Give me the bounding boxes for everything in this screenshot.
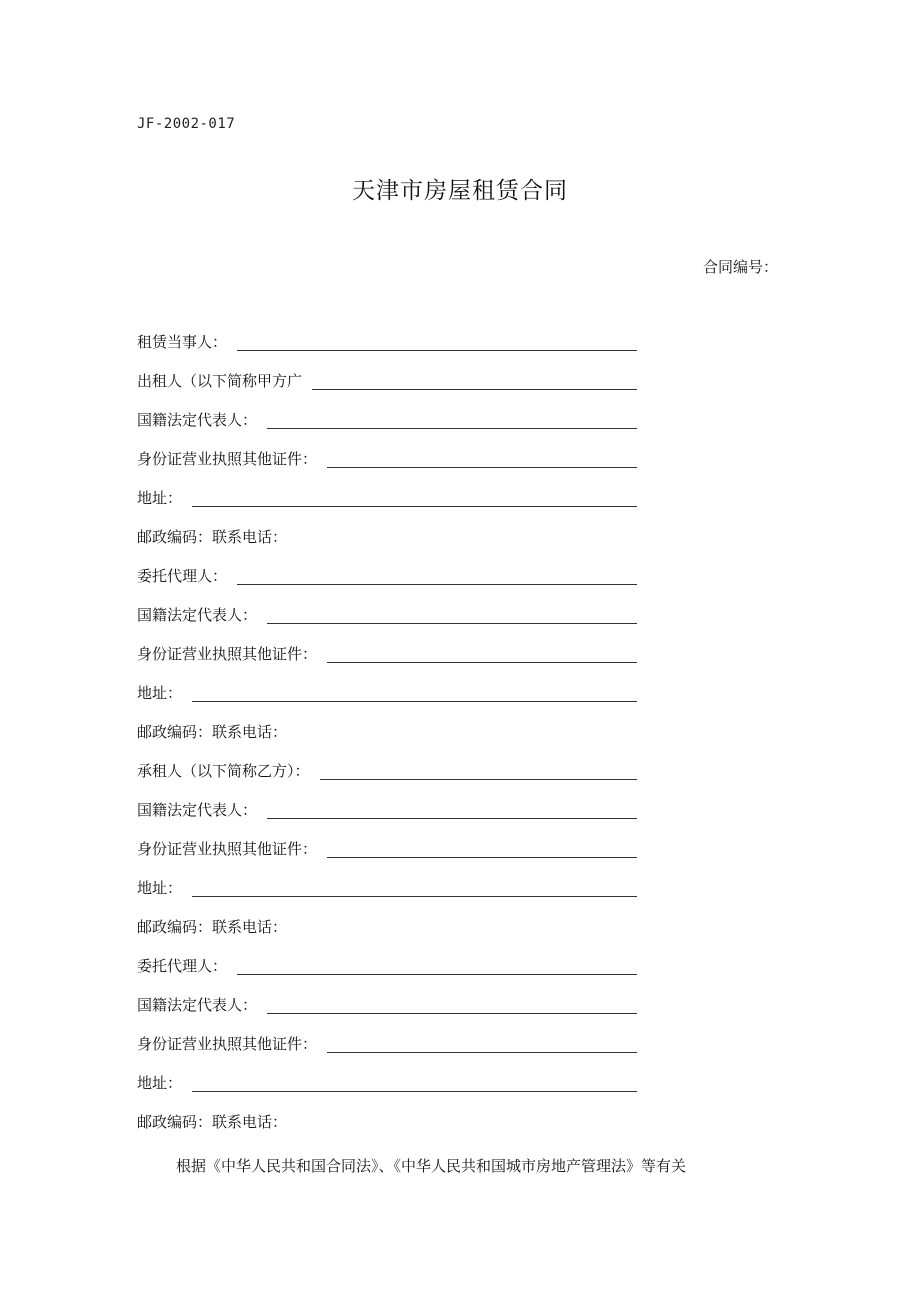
form-field-label: 身份证营业执照其他证件： bbox=[137, 840, 318, 858]
form-field-blank-line[interactable] bbox=[320, 778, 637, 780]
form-field-label: 邮政编码：联系电话： bbox=[137, 528, 288, 546]
form-field-row bbox=[137, 474, 637, 513]
form-field-row bbox=[137, 435, 637, 474]
form-field-blank-line[interactable] bbox=[192, 700, 637, 702]
party-fields bbox=[137, 318, 637, 1137]
form-field-row bbox=[137, 747, 637, 786]
form-field-label: 出租人（以下简称甲方广 bbox=[137, 372, 303, 390]
form-field-label: 地址： bbox=[137, 684, 183, 702]
form-field-label: 邮政编码：联系电话： bbox=[137, 1113, 288, 1131]
form-field-row bbox=[137, 357, 637, 396]
form-field-blank-line[interactable] bbox=[327, 1051, 637, 1053]
form-field-row bbox=[137, 942, 637, 981]
form-field-label: 身份证营业执照其他证件： bbox=[137, 645, 318, 663]
form-field-row bbox=[137, 708, 637, 747]
form-field-label: 国籍法定代表人： bbox=[137, 996, 258, 1014]
form-field-label: 国籍法定代表人： bbox=[137, 606, 258, 624]
contract-intro-text: 根据《中华人民共和国合同法》、《中华人民共和国城市房地产管理法》等有关 bbox=[176, 1157, 687, 1175]
form-field-row bbox=[137, 513, 637, 552]
form-field-blank-line[interactable] bbox=[237, 349, 637, 351]
form-field-label: 租赁当事人： bbox=[137, 333, 228, 351]
form-field-blank-line[interactable] bbox=[192, 1090, 637, 1092]
form-field-blank-line[interactable] bbox=[327, 466, 637, 468]
form-field-blank-line[interactable] bbox=[267, 622, 637, 624]
form-field-label: 邮政编码：联系电话： bbox=[137, 723, 288, 741]
form-field-blank-line[interactable] bbox=[267, 427, 637, 429]
form-field-row bbox=[137, 630, 637, 669]
form-field-row bbox=[137, 864, 637, 903]
form-field-blank-line[interactable] bbox=[192, 505, 637, 507]
form-field-row bbox=[137, 318, 637, 357]
form-field-row bbox=[137, 903, 637, 942]
form-field-label: 地址： bbox=[137, 879, 183, 897]
form-field-row bbox=[137, 825, 637, 864]
form-field-blank-line[interactable] bbox=[267, 817, 637, 819]
form-field-row bbox=[137, 552, 637, 591]
form-field-row bbox=[137, 669, 637, 708]
form-field-row bbox=[137, 396, 637, 435]
form-field-row bbox=[137, 1059, 637, 1098]
form-field-blank-line[interactable] bbox=[327, 856, 637, 858]
contract-number-label: 合同编号： bbox=[702, 258, 778, 276]
form-field-label: 承租人（以下简称乙方）： bbox=[137, 762, 310, 780]
form-field-label: 国籍法定代表人： bbox=[137, 801, 258, 819]
form-field-blank-line[interactable] bbox=[267, 1012, 637, 1014]
document-title: 天津市房屋租赁合同 bbox=[352, 178, 568, 204]
document-code: JF-2002-017 bbox=[137, 116, 236, 132]
form-field-row bbox=[137, 1020, 637, 1059]
form-field-label: 地址： bbox=[137, 489, 183, 507]
form-field-label: 身份证营业执照其他证件： bbox=[137, 1035, 318, 1053]
form-field-label: 国籍法定代表人： bbox=[137, 411, 258, 429]
form-field-row bbox=[137, 591, 637, 630]
form-field-label: 地址： bbox=[137, 1074, 183, 1092]
form-field-blank-line[interactable] bbox=[237, 973, 637, 975]
form-field-row bbox=[137, 786, 637, 825]
form-field-blank-line[interactable] bbox=[327, 661, 637, 663]
form-field-row bbox=[137, 1098, 637, 1137]
form-field-blank-line[interactable] bbox=[237, 583, 637, 585]
form-field-label: 邮政编码：联系电话： bbox=[137, 918, 288, 936]
form-field-label: 委托代理人： bbox=[137, 957, 228, 975]
form-field-blank-line[interactable] bbox=[192, 895, 637, 897]
form-field-row bbox=[137, 981, 637, 1020]
form-field-blank-line[interactable] bbox=[312, 388, 637, 390]
form-field-label: 身份证营业执照其他证件： bbox=[137, 450, 318, 468]
form-field-label: 委托代理人： bbox=[137, 567, 228, 585]
